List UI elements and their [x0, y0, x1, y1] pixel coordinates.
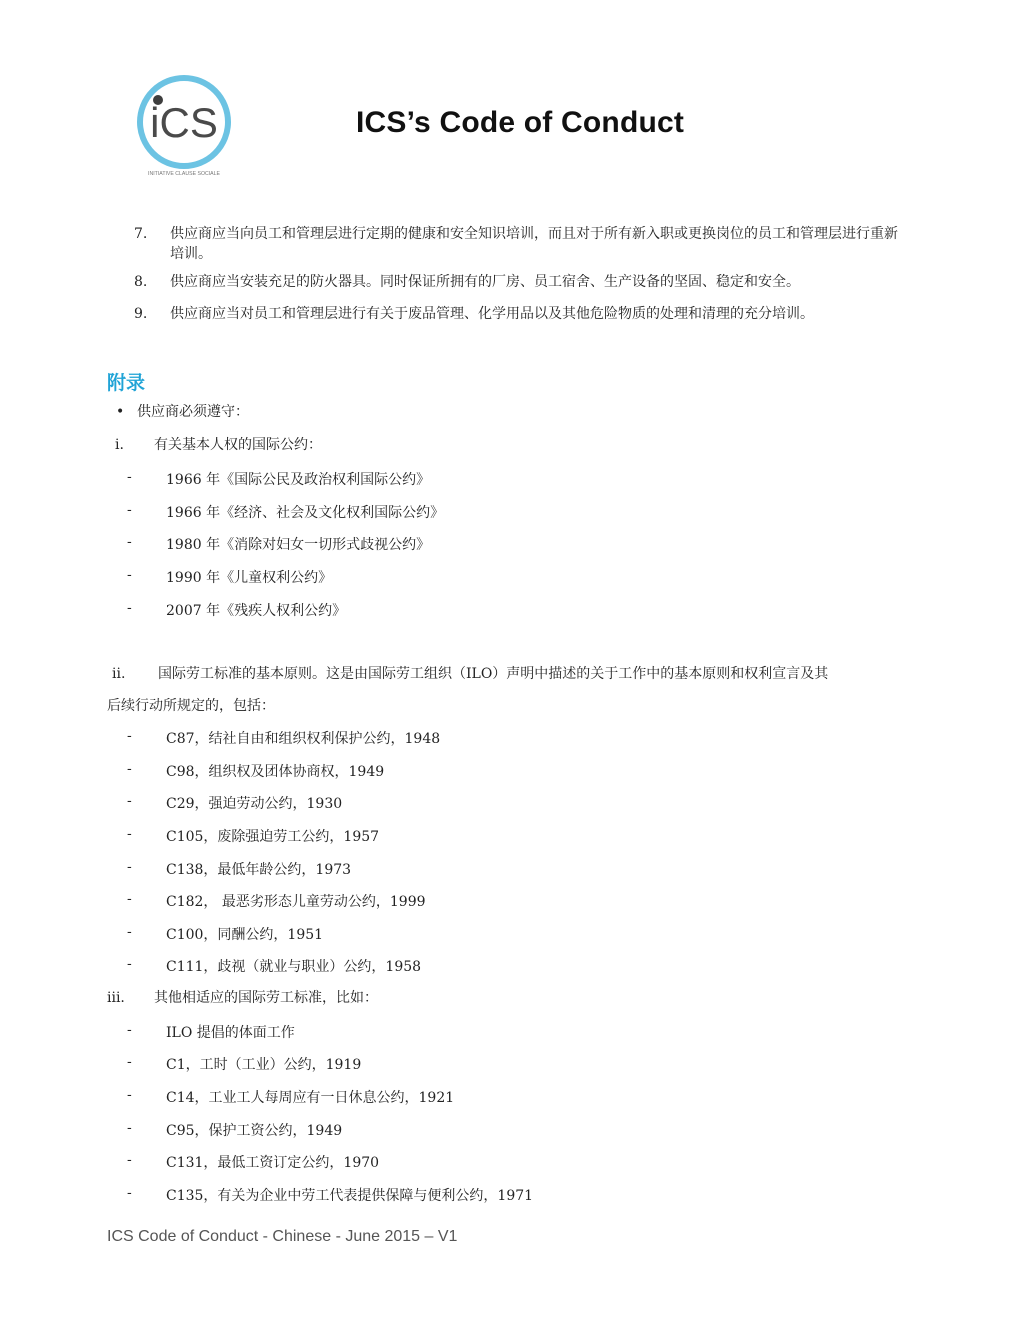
section-i-marker: i.: [115, 437, 124, 453]
bullet-icon: •: [116, 404, 125, 420]
list-item: C111，歧视（就业与职业）公约，1958: [166, 959, 422, 975]
list-item: C14，工业工人每周应有一日休息公约，1921: [166, 1090, 455, 1106]
item-text: 供应商应当向员工和管理层进行定期的健康和安全知识培训，而且对于所有新入职或更换岗位的员工和管理层进行重新培训。: [170, 226, 898, 262]
item-number: 8.: [134, 274, 148, 290]
list-item: 2007 年《残疾人权利公约》: [166, 603, 347, 619]
dash-marker: -: [127, 1185, 132, 1201]
item-text: 供应商应当安装充足的防火器具。同时保证所拥有的厂房、员工宿舍、生产设备的坚固、稳定和安全。: [170, 274, 800, 290]
list-item: C100，同酬公约，1951: [166, 927, 324, 943]
section-ii-text-line1: 国际劳工标准的基本原则。这是由国际劳工组织（ILO）声明中描述的关于工作中的基本原则和权利宣言及其: [158, 666, 829, 682]
section-ii-marker: ii.: [112, 666, 126, 682]
item-number: 7.: [134, 226, 148, 242]
dash-marker: -: [127, 1087, 132, 1103]
list-item: C182， 最恶劣形态儿童劳动公约，1999: [166, 894, 426, 910]
numbered-item-7: [134, 224, 910, 264]
dash-marker: -: [127, 600, 132, 616]
dash-marker: -: [127, 502, 132, 518]
list-item: C131，最低工资订定公约，1970: [166, 1155, 380, 1171]
dash-marker: -: [127, 859, 132, 875]
appendix-intro: 供应商必须遵守：: [137, 404, 249, 420]
numbered-item-8: [134, 272, 910, 292]
page-footer: ICS Code of Conduct - Chinese - June 2015 – V1: [107, 1228, 458, 1245]
dash-marker: -: [127, 1152, 132, 1168]
dash-marker: -: [127, 761, 132, 777]
list-item: 1966 年《国际公民及政治权利国际公约》: [166, 472, 431, 488]
dash-marker: -: [127, 728, 132, 744]
list-item: C105，废除强迫劳工公约，1957: [166, 829, 380, 845]
numbered-item-9: [134, 304, 910, 324]
section-iii-text: 其他相适应的国际劳工标准，比如：: [154, 990, 378, 1006]
logo-caption: INITIATIVE CLAUSE SOCIALE: [148, 171, 220, 177]
list-item: C1，工时（工业）公约，1919: [166, 1057, 362, 1073]
dash-marker: -: [127, 534, 132, 550]
item-number: 9.: [134, 306, 148, 322]
ics-logo-mark: [134, 70, 234, 178]
list-item: C98，组织权及团体协商权，1949: [166, 764, 385, 780]
list-item: C29，强迫劳动公约，1930: [166, 796, 343, 812]
dash-marker: -: [127, 1120, 132, 1136]
dash-marker: -: [127, 1022, 132, 1038]
dash-marker: -: [127, 567, 132, 583]
dash-marker: -: [127, 469, 132, 485]
dash-marker: -: [127, 793, 132, 809]
dash-marker: -: [127, 826, 132, 842]
dash-marker: -: [127, 1054, 132, 1070]
appendix-heading: 附录: [107, 373, 146, 394]
list-item: 1990 年《儿童权利公约》: [166, 570, 333, 586]
section-iii-marker: iii.: [107, 990, 125, 1006]
list-item: C95，保护工资公约，1949: [166, 1123, 343, 1139]
list-item: 1966 年《经济、社会及文化权利国际公约》: [166, 505, 445, 521]
dash-marker: -: [127, 924, 132, 940]
dash-marker: -: [127, 956, 132, 972]
dash-marker: -: [127, 891, 132, 907]
list-item: C135，有关为企业中劳工代表提供保障与便利公约，1971: [166, 1188, 534, 1204]
list-item: ILO 提倡的体面工作: [166, 1025, 295, 1041]
ics-logo: [134, 70, 234, 178]
list-item: C87，结社自由和组织权利保护公约，1948: [166, 731, 441, 747]
item-text: 供应商应当对员工和管理层进行有关于废品管理、化学用品以及其他危险物质的处理和清理的充分培训。: [170, 306, 814, 322]
section-ii-text-line2: 后续行动所规定的，包括：: [107, 698, 275, 714]
logo-main-text: iCS: [150, 99, 218, 146]
list-item: C138，最低年龄公约，1973: [166, 862, 352, 878]
section-i-text: 有关基本人权的国际公约：: [154, 437, 322, 453]
document-title: ICS’s Code of Conduct: [356, 106, 685, 139]
list-item: 1980 年《消除对妇女一切形式歧视公约》: [166, 537, 431, 553]
